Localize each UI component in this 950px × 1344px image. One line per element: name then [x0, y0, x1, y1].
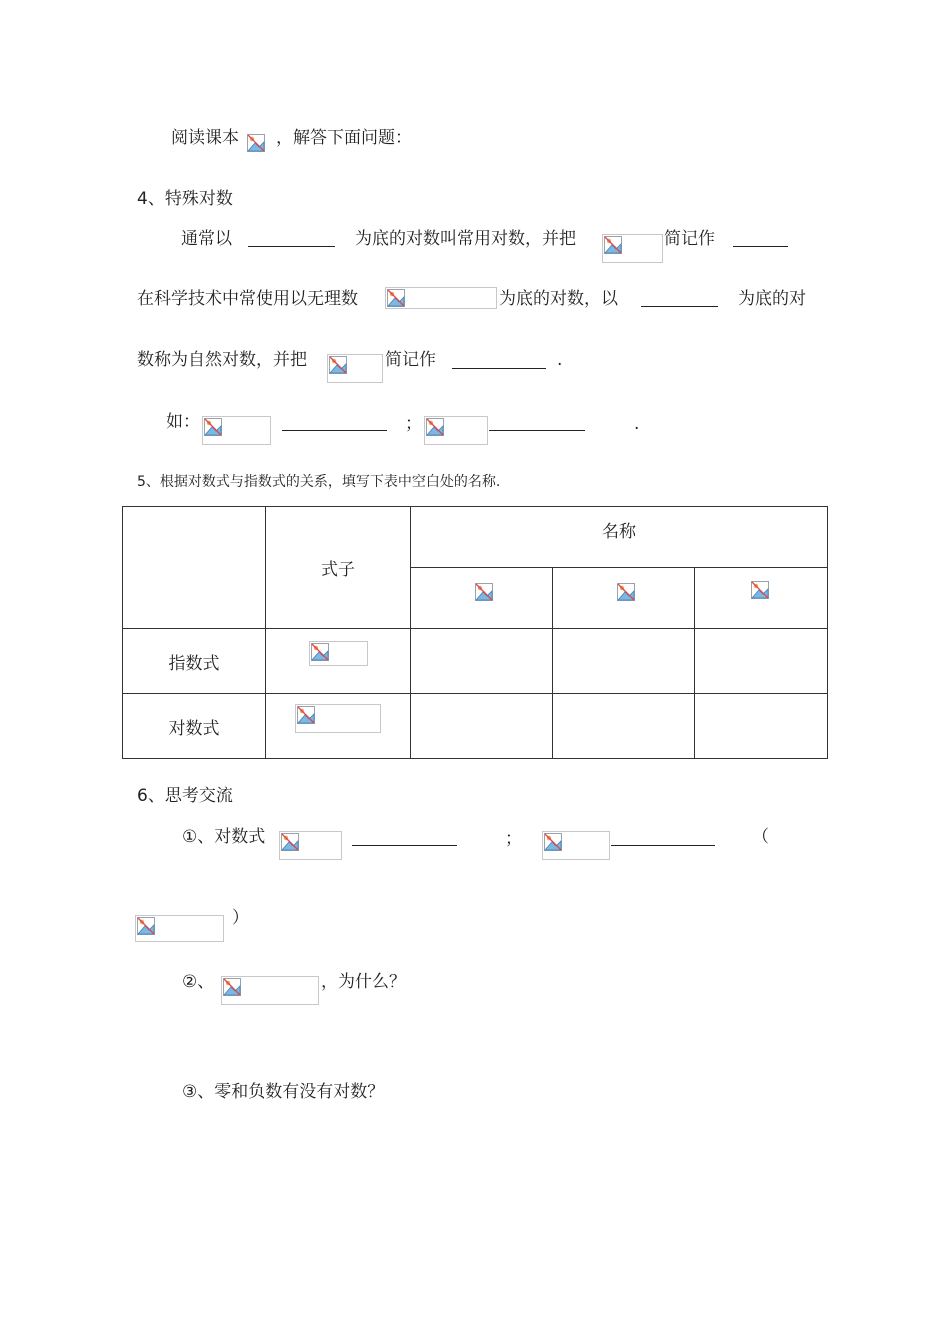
broken-image-glyph [296, 705, 316, 725]
broken-image-glyph [616, 582, 636, 602]
table-formula-cell [266, 694, 411, 759]
table-row-label [123, 694, 266, 759]
header-name-label: 名称 [602, 522, 636, 542]
section6-q2-text: ，为什么？ [321, 972, 406, 992]
blank-line [489, 430, 585, 431]
section4-line1-b: 为底的对数叫常用对数，并把 [355, 229, 576, 249]
broken-image-glyph [328, 355, 348, 375]
intro-text-before: 阅读课本 [171, 128, 239, 148]
broken-image-icon [246, 133, 274, 161]
broken-image-icon [309, 641, 368, 666]
broken-image-icon [327, 354, 383, 383]
table-empty-cell [553, 694, 695, 759]
section4-line2-a: 在科学技术中常使用以无理数 [137, 289, 358, 309]
section6-q1-sep: ； [505, 829, 522, 849]
blank-line [611, 845, 715, 846]
broken-image-icon [279, 831, 342, 860]
blank-line [641, 306, 718, 307]
section4-line2-b: 为底的对数，以 [499, 289, 618, 309]
intro-text-after: ，解答下面问题： [276, 128, 412, 148]
broken-image-icon [135, 915, 224, 942]
broken-image-glyph [280, 832, 300, 852]
header-formula-label: 式子 [321, 560, 355, 580]
table-header-formula [266, 507, 411, 629]
section4-line2-c: 为底的对 [738, 289, 806, 309]
broken-image-glyph [425, 417, 445, 437]
section4-line1-c: 简记作 [664, 229, 715, 249]
broken-image-icon [221, 976, 319, 1005]
table-formula-cell [266, 629, 411, 694]
broken-image-icon [424, 416, 488, 445]
relation-table [122, 506, 828, 759]
broken-image-glyph [603, 235, 623, 255]
table-corner-cell [123, 507, 266, 629]
broken-image-glyph [750, 580, 770, 600]
table-empty-cell [695, 694, 828, 759]
broken-image-glyph [246, 133, 266, 153]
broken-image-icon [602, 234, 663, 263]
broken-image-glyph [222, 977, 242, 997]
broken-image-icon [750, 580, 772, 602]
table-subheader-cell [553, 568, 695, 629]
section5-heading: 5、根据对数式与指数式的关系，填写下表中空白处的名称. [137, 474, 501, 490]
table-subheader-cell [695, 568, 828, 629]
blank-line [282, 430, 387, 431]
table-empty-cell [695, 629, 828, 694]
broken-image-glyph [474, 582, 494, 602]
broken-image-icon [385, 287, 497, 309]
broken-image-icon [474, 582, 491, 601]
table-subheader-cell [411, 568, 553, 629]
section4-heading: 4、特殊对数 [137, 189, 233, 209]
broken-image-glyph [310, 642, 330, 662]
blank-line [452, 368, 546, 369]
broken-image-icon [542, 831, 610, 860]
broken-image-glyph [386, 288, 406, 308]
table-header-name [411, 507, 828, 568]
broken-image-icon [616, 582, 633, 601]
section6-q1-label: ①、对数式 [182, 827, 266, 847]
section6-q1-open: （ [752, 827, 769, 847]
table-empty-cell [411, 629, 553, 694]
section4-example-sep: ； [405, 414, 422, 434]
blank-line [248, 246, 335, 247]
table-empty-cell [553, 629, 695, 694]
section6-q1-close: ） [232, 908, 249, 928]
broken-image-icon [202, 416, 271, 445]
section6-q3-text: ③、零和负数有没有对数？ [182, 1082, 385, 1102]
section4-example-end: . [634, 414, 640, 434]
broken-image-glyph [203, 417, 223, 437]
section4-line3-a: 数称为自然对数，并把 [137, 350, 307, 370]
section4-line1-a: 通常以 [181, 229, 232, 249]
blank-line [352, 845, 457, 846]
blank-line [733, 246, 788, 247]
broken-image-glyph [543, 832, 563, 852]
row-logarithmic-label: 对数式 [168, 718, 220, 739]
broken-image-icon [295, 704, 381, 733]
table-row-label [123, 629, 266, 694]
section6-q2-label: ②、 [182, 972, 215, 992]
section4-line3-b: 简记作 [385, 350, 436, 370]
section4-line3-end: . [557, 350, 563, 370]
section6-heading: 6、思考交流 [137, 786, 233, 806]
row-exponential-label: 指数式 [168, 653, 220, 674]
table-empty-cell [411, 694, 553, 759]
section4-example-label: 如： [166, 412, 200, 432]
broken-image-glyph [136, 916, 156, 936]
